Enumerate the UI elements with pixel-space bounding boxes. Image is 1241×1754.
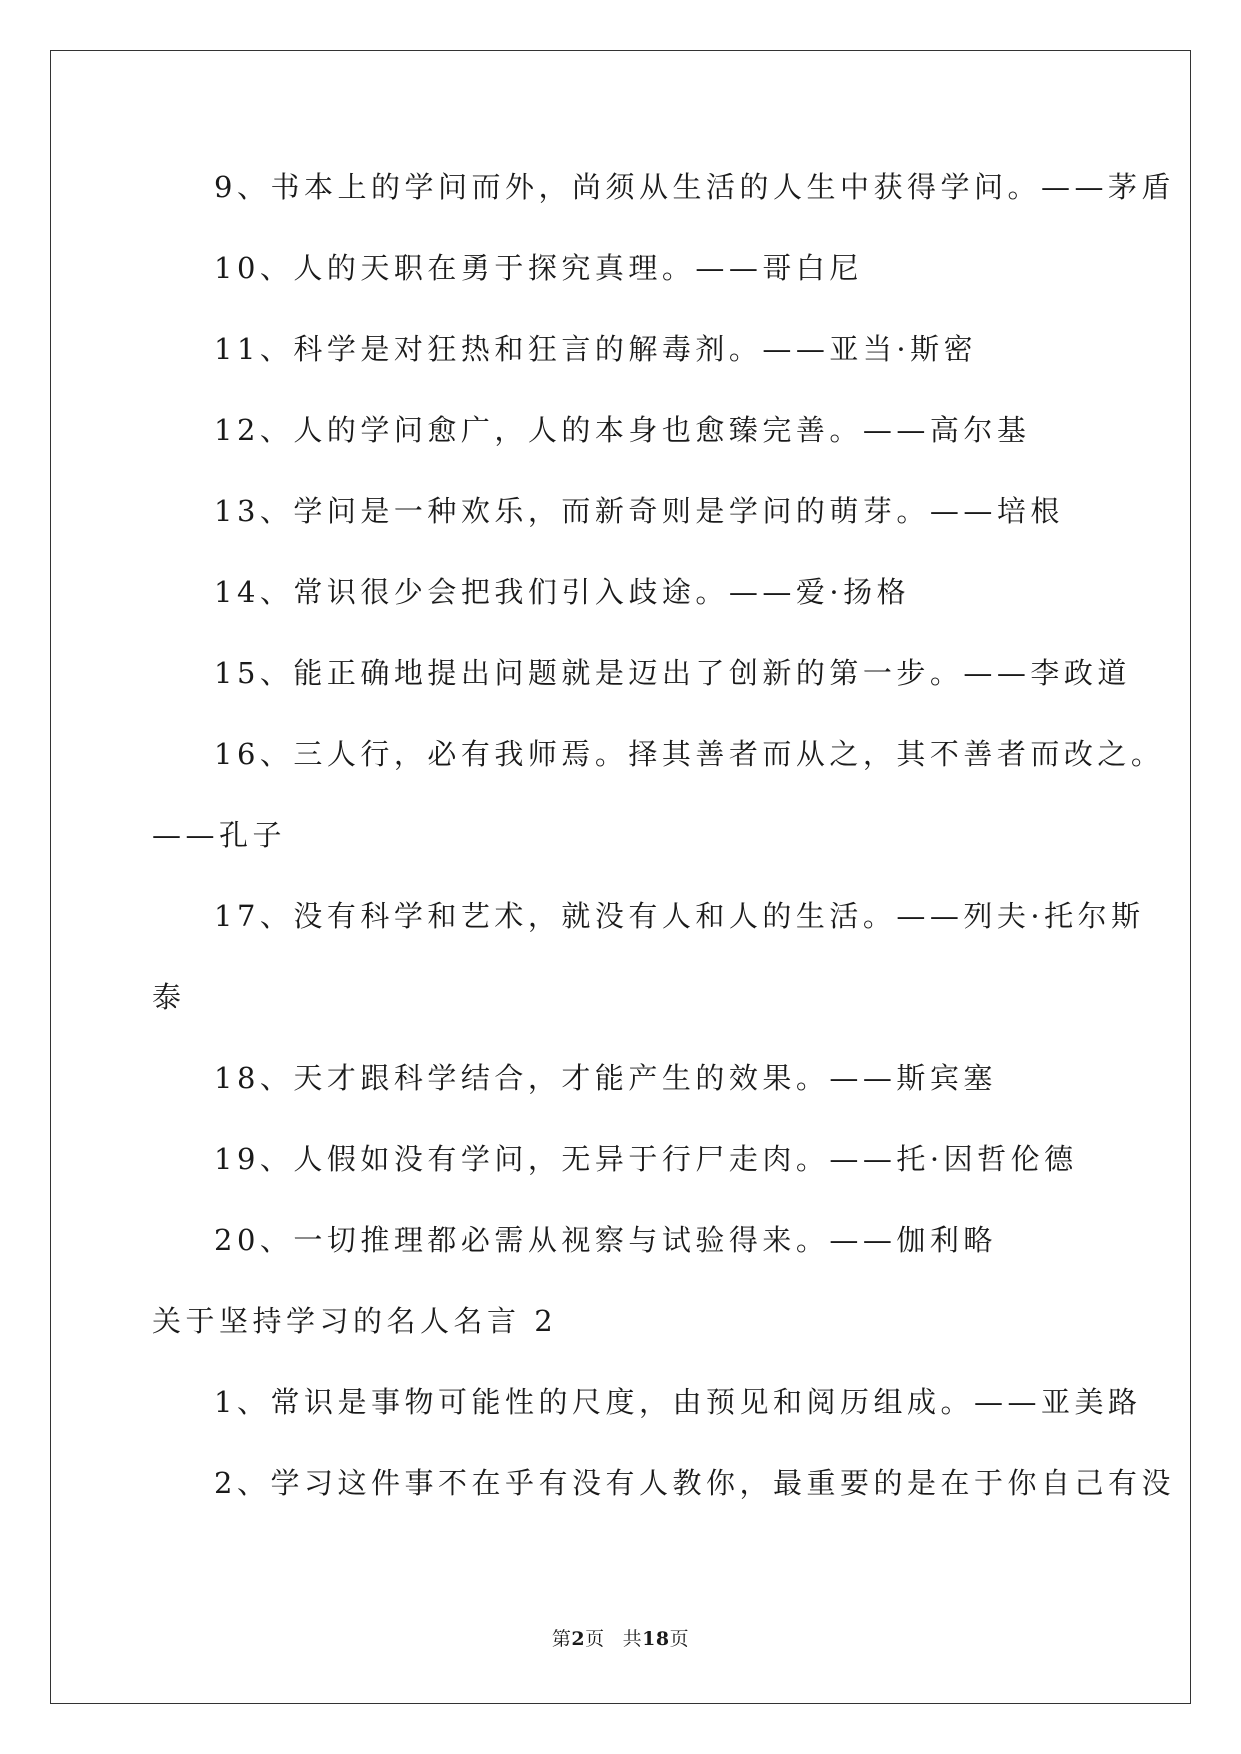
- document-body: [152, 160, 1175, 1537]
- quote-line: 11、科学是对狂热和狂言的解毒剂。——亚当·斯密: [214, 332, 978, 366]
- quote-line: 13、学问是一种欢乐，而新奇则是学问的萌芽。——培根: [214, 494, 1064, 528]
- quote-line-continuation: ——孔子: [152, 818, 287, 852]
- page-footer: [0, 1626, 1241, 1652]
- quote-line: 17、没有科学和艺术，就没有人和人的生活。——列夫·托尔斯: [214, 899, 1145, 933]
- page-number: 2: [571, 1628, 586, 1650]
- total-prefix: 共: [622, 1628, 643, 1650]
- total-pages: 18: [642, 1628, 670, 1650]
- quote-line: 19、人假如没有学问，无异于行尸走肉。——托·因哲伦德: [214, 1142, 1078, 1176]
- quote-line: 10、人的天职在勇于探究真理。——哥白尼: [214, 251, 863, 285]
- quote-line: 18、天才跟科学结合，才能产生的效果。——斯宾塞: [214, 1061, 997, 1095]
- quote-line: 2、学习这件事不在乎有没有人教你，最重要的是在于你自己有没: [214, 1466, 1175, 1500]
- quote-line: 15、能正确地提出问题就是迈出了创新的第一步。——李政道: [214, 656, 1131, 690]
- page-prefix: 第: [551, 1628, 572, 1650]
- quote-line: 14、常识很少会把我们引入歧途。——爱·扬格: [214, 575, 911, 609]
- quote-line: 1、常识是事物可能性的尺度，由预见和阅历组成。——亚美路: [214, 1385, 1142, 1419]
- quote-line: 9、书本上的学问而外，尚须从生活的人生中获得学问。——茅盾: [214, 170, 1175, 204]
- quote-line: 12、人的学问愈广，人的本身也愈臻完善。——高尔基: [214, 413, 1031, 447]
- quote-line: 16、三人行，必有我师焉。择其善者而从之，其不善者而改之。: [214, 737, 1165, 771]
- quote-line: 20、一切推理都必需从视察与试验得来。——伽利略: [214, 1223, 997, 1257]
- quote-line-continuation: 泰: [152, 980, 186, 1014]
- section-heading: 关于坚持学习的名人名言 2: [152, 1304, 558, 1338]
- page-suffix: 页: [585, 1628, 605, 1650]
- total-suffix: 页: [669, 1628, 690, 1650]
